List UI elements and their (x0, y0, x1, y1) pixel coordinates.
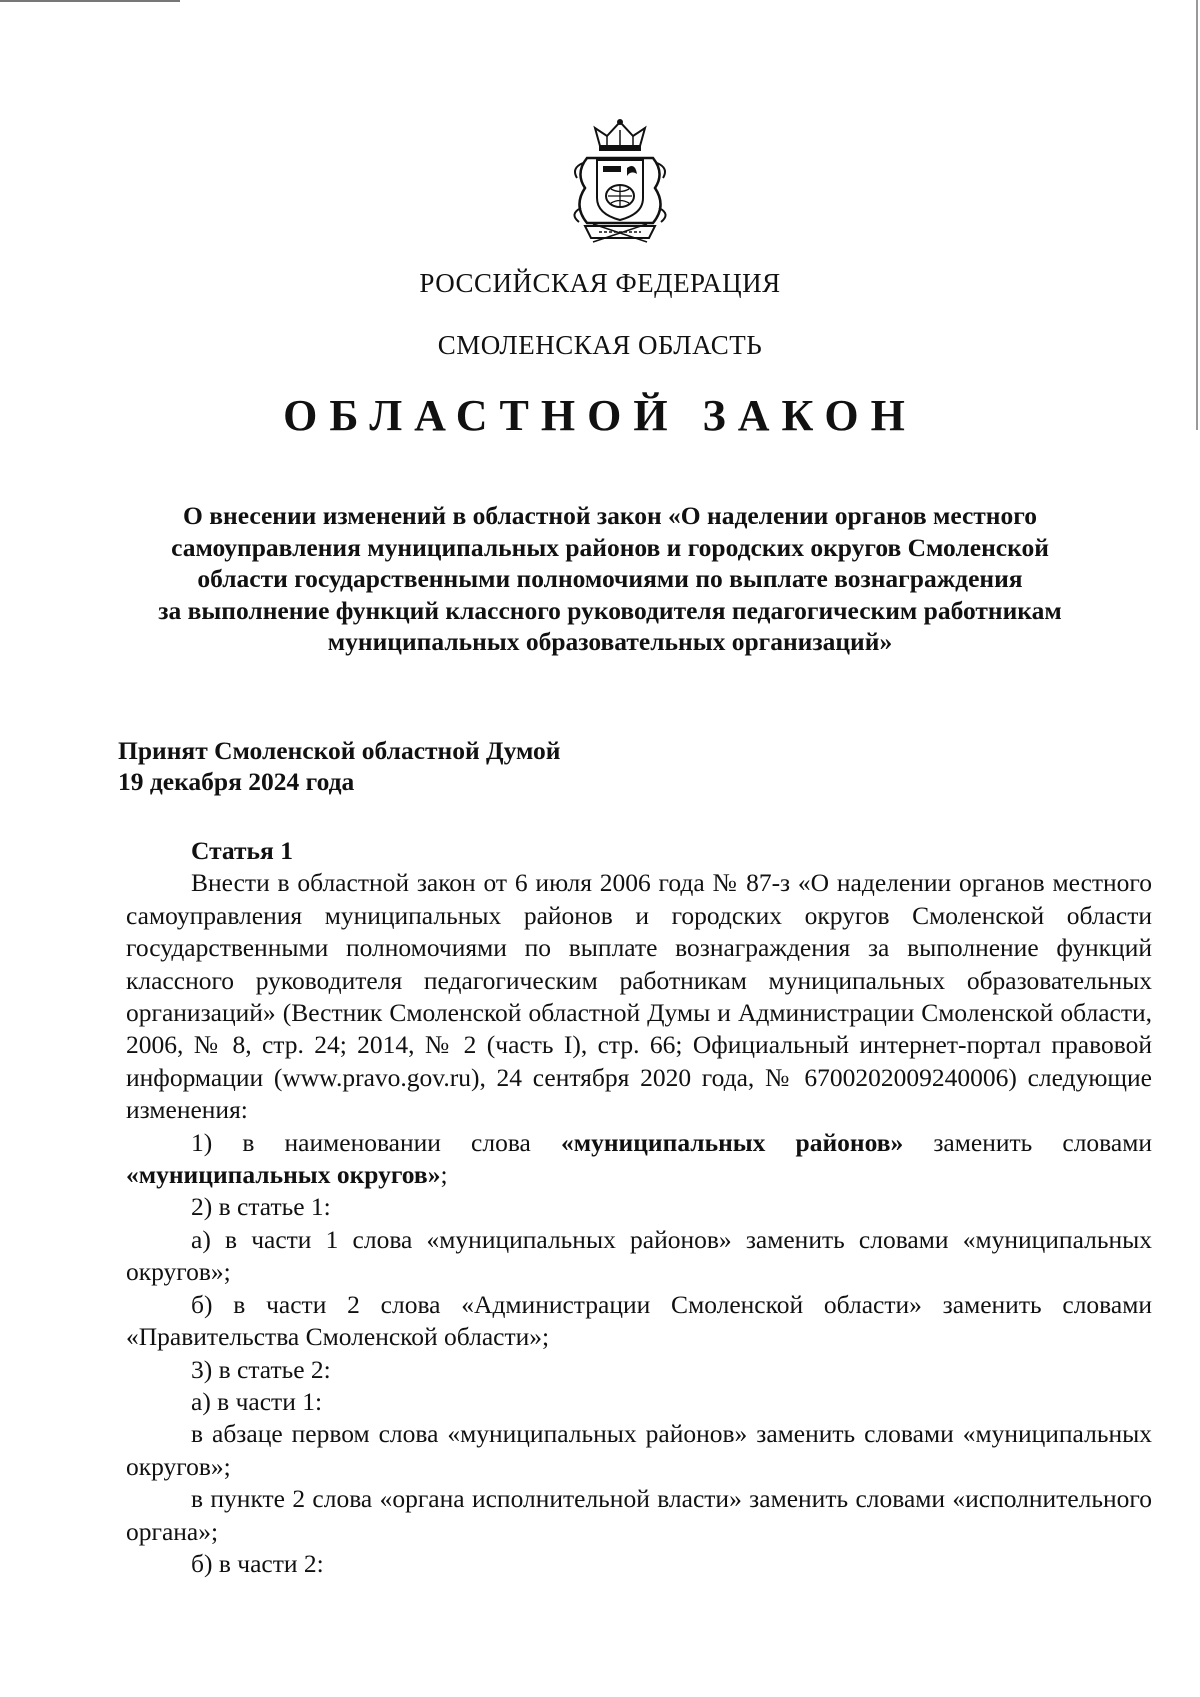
law-title-line: самоуправления муниципальных районов и городских округов Смоленской (171, 532, 1049, 562)
amendment-old-term: «муниципальных районов» (560, 1127, 904, 1157)
scan-artifact-line (0, 0, 180, 2)
region-heading: СМОЛЕНСКАЯ ОБЛАСТЬ (437, 330, 763, 360)
article-title: Статья 1 (191, 836, 293, 865)
amendment-paragraph: в пункте 2 слова «органа исполнительной власти» заменить словами «исполнительного органа»; (126, 1484, 1152, 1546)
amendment-subitem: а) в части 1 слова «муниципальных районов» заменить словами «муниципальных округов»; (126, 1224, 1152, 1287)
law-title-line: за выполнение функций классного руководителя педагогическим работникам (158, 595, 1062, 625)
article-body (126, 835, 1152, 1580)
adoption-date: 19 декабря 2024 года (118, 767, 355, 796)
amendment-item (126, 1127, 1152, 1192)
article-intro: Внести в областной закон от 6 июля 2006 года № 87-з «О наделении органов местного самоуправления муниципальных районов и городских округов Смоленской области государственными полномочиями по выплате вознаграждения за выполнение функций классного руководителя педагогическим работникам муниципальных образовательных организаций» (Вестник Смоленской областной Думы и Администрации Смоленской области, 2006, № 8, стр. 24; 2014, № 2 (часть I), стр. 66; Официальный интернет-портал правовой информации (www.pravo.gov.ru), 24 сентября 2020 года, № 6700202009240006) следующие изменения: (126, 868, 1152, 1125)
law-title-line: области государственными полномочиями по выплате вознаграждения (197, 564, 1023, 593)
amendment-new-term: «муниципальных округов» (126, 1160, 441, 1190)
amendment-text: ; (440, 1160, 448, 1190)
document-type-heading: ОБЛАСТНОЙ ЗАКОН (283, 391, 917, 440)
adoption-note (118, 735, 560, 797)
coat-of-arms-icon (565, 118, 675, 248)
amendment-text: заменить словами (903, 1127, 1152, 1157)
law-title (110, 500, 1110, 658)
amendment-subitem: а) в части 1: (191, 1386, 323, 1416)
scan-artifact-line (1196, 0, 1198, 430)
adoption-body: Принят Смоленской областной Думой (118, 736, 561, 765)
amendment-subitem: б) в части 2: (191, 1548, 324, 1578)
amendment-item: 2) в статье 1: (191, 1192, 331, 1222)
law-title-line: муниципальных образовательных организаций» (327, 627, 893, 656)
country-heading: РОССИЙСКАЯ ФЕДЕРАЦИЯ (419, 268, 781, 298)
law-title-line: О внесении изменений в областной закон «О наделении органов местного (183, 501, 1037, 530)
amendment-subitem: б) в части 2 слова «Администрации Смоленской области» заменить словами «Правительства Смоленской области»; (126, 1289, 1152, 1352)
amendment-item: 3) в статье 2: (191, 1354, 331, 1384)
amendment-paragraph: в абзаце первом слова «муниципальных районов» заменить словами «муниципальных округов»; (126, 1419, 1152, 1481)
amendment-text: 1) в наименовании слова (191, 1127, 561, 1157)
